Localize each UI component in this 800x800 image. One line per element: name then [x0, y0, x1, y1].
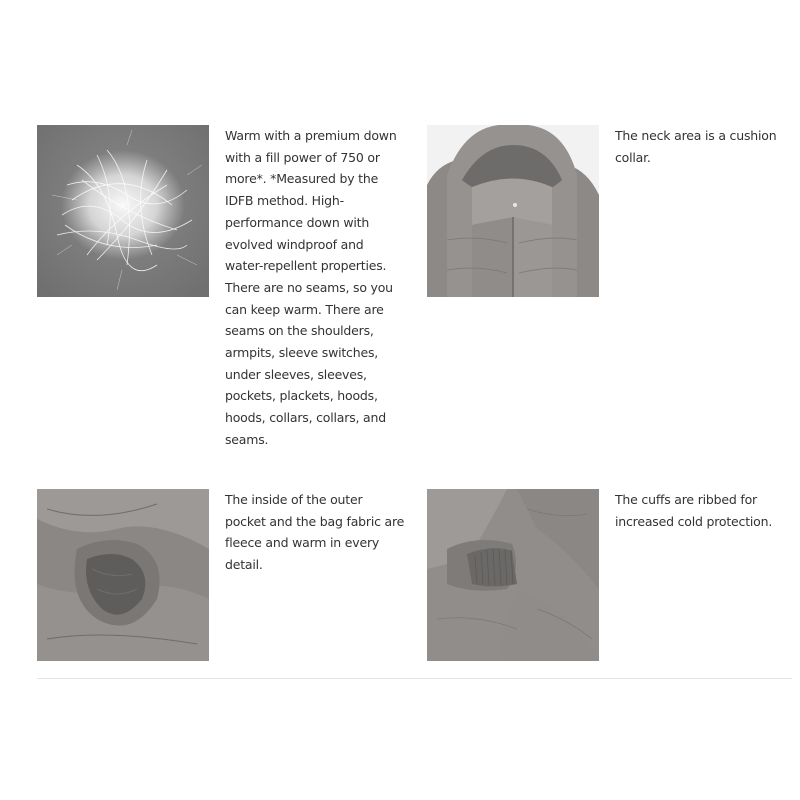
- outer-pocket-photo: [37, 489, 209, 661]
- section-divider: [37, 678, 792, 679]
- feature-text-collar: The neck area is a cushion collar.: [615, 128, 777, 165]
- hooded-collar-photo: [427, 125, 599, 297]
- down-feather-photo: [37, 125, 209, 297]
- ribbed-cuff-photo: [427, 489, 599, 661]
- feature-text-pocket: The inside of the outer pocket and the bag fabric are fleece and warm in every detail.: [225, 492, 405, 573]
- feature-text-cuff: The cuffs are ribbed for increased cold protection.: [615, 492, 773, 529]
- feature-text-down: Warm with a premium down with a fill power of 750 or more*. *Measured by the IDFB method. High-performance down with evolved windproof and water-repellent properties. There are no seams, so you can keep warm. There are seams on the shoulders, armpits, sleeve switches, under sleeves, sleeves, pockets, plackets, hoods, hoods, collars, collars, and seams.: [225, 128, 397, 447]
